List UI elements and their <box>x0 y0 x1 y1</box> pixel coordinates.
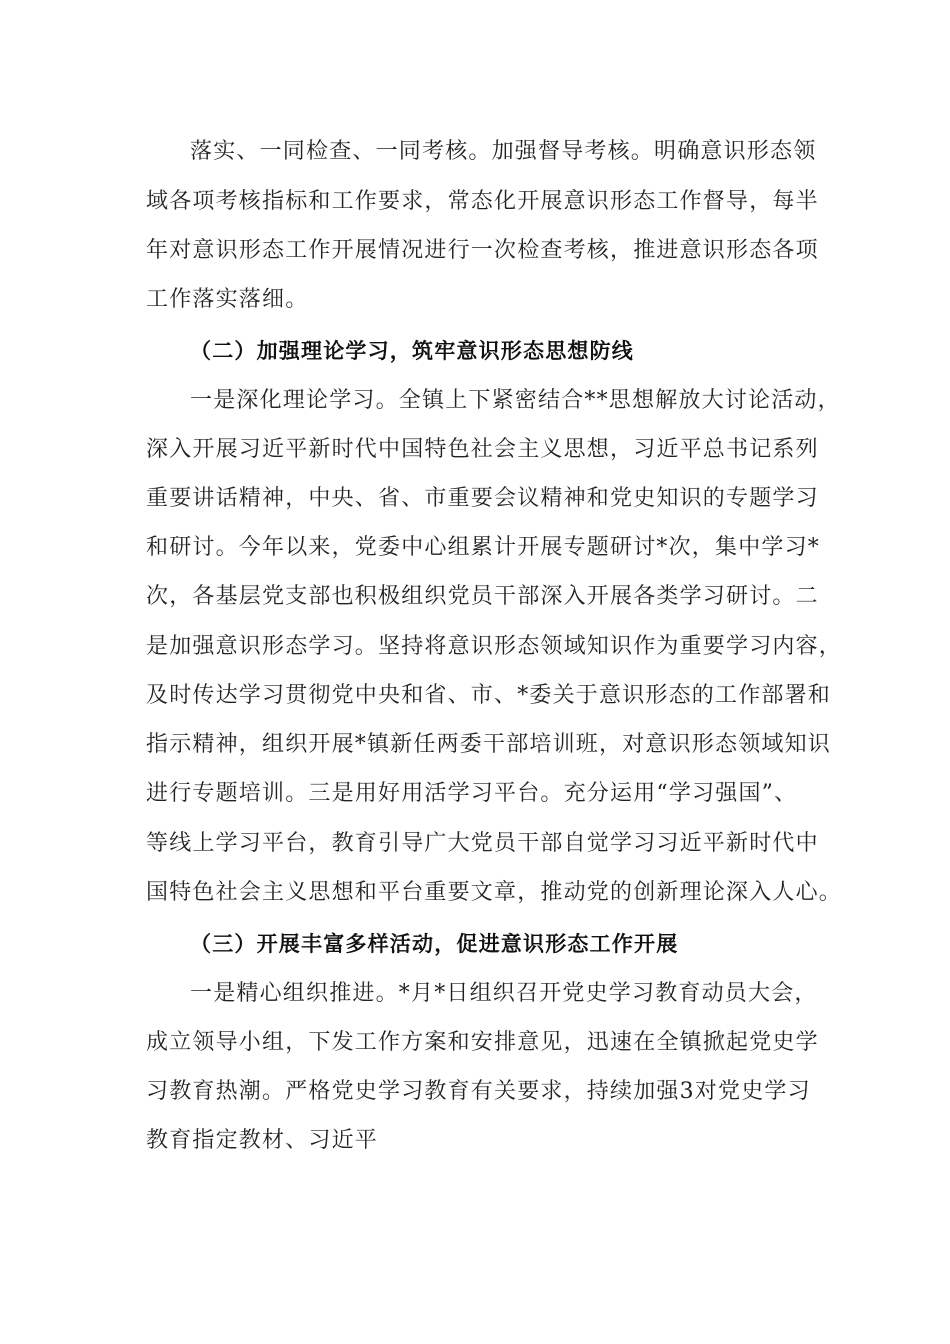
paragraph-line: 重要讲话精神，中央、省、市重要会议精神和党史知识的专题学习 <box>146 486 819 511</box>
paragraph-line: 和研讨。今年以来，党委中心组累计开展专题研讨*次，集中学习* <box>146 535 821 560</box>
paragraph-line: 进行专题培训。三是用好用活学习平台。充分运用“学习强国”、 <box>146 781 798 806</box>
paragraph-line: 深入开展习近平新时代中国特色社会主义思想，习近平总书记系列 <box>146 437 819 462</box>
paragraph-line: 教育指定教材、习近平 <box>146 1128 379 1153</box>
paragraph-line: 等线上学习平台，教育引导广大党员干部自觉学习习近平新时代中 <box>146 831 819 856</box>
paragraph-line: 工作落实落细。 <box>146 287 309 312</box>
paragraph-line: 落实、一同检查、一同考核。加强督导考核。明确意识形态领 <box>190 139 817 164</box>
paragraph-line: 是加强意识形态学习。坚持将意识形态领域知识作为重要学习内容， <box>146 634 843 659</box>
paragraph-line: 年对意识形态工作开展情况进行一次检查考核，推进意识形态各项 <box>146 238 819 263</box>
paragraph-line: 次，各基层党支部也积极组织党员干部深入开展各类学习研讨。二 <box>146 584 819 609</box>
section-heading-2: （二）加强理论学习，筑牢意识形态思想防线 <box>190 339 634 363</box>
paragraph-line: 一是深化理论学习。全镇上下紧密结合**思想解放大讨论活动， <box>190 388 841 413</box>
paragraph-line: 指示精神，组织开展*镇新任两委干部培训班，对意识形态领域知识 <box>146 732 832 757</box>
paragraph-line: 成立领导小组，下发工作方案和安排意见，迅速在全镇掀起党史学 <box>146 1030 819 1055</box>
paragraph-line: 一是精心组织推进。*月*日组织召开党史学习教育动员大会， <box>190 981 818 1006</box>
paragraph-line: 及时传达学习贯彻党中央和省、市、*委关于意识形态的工作部署和 <box>146 683 832 708</box>
paragraph-line: 域各项考核指标和工作要求，常态化开展意识形态工作督导，每半 <box>146 189 819 214</box>
paragraph-line: 国特色社会主义思想和平台重要文章，推动党的创新理论深入人心。 <box>146 880 843 905</box>
section-heading-3: （三）开展丰富多样活动，促进意识形态工作开展 <box>190 932 679 956</box>
paragraph-line: 习教育热潮。严格党史学习教育有关要求，持续加强3对党史学习 <box>146 1079 811 1104</box>
